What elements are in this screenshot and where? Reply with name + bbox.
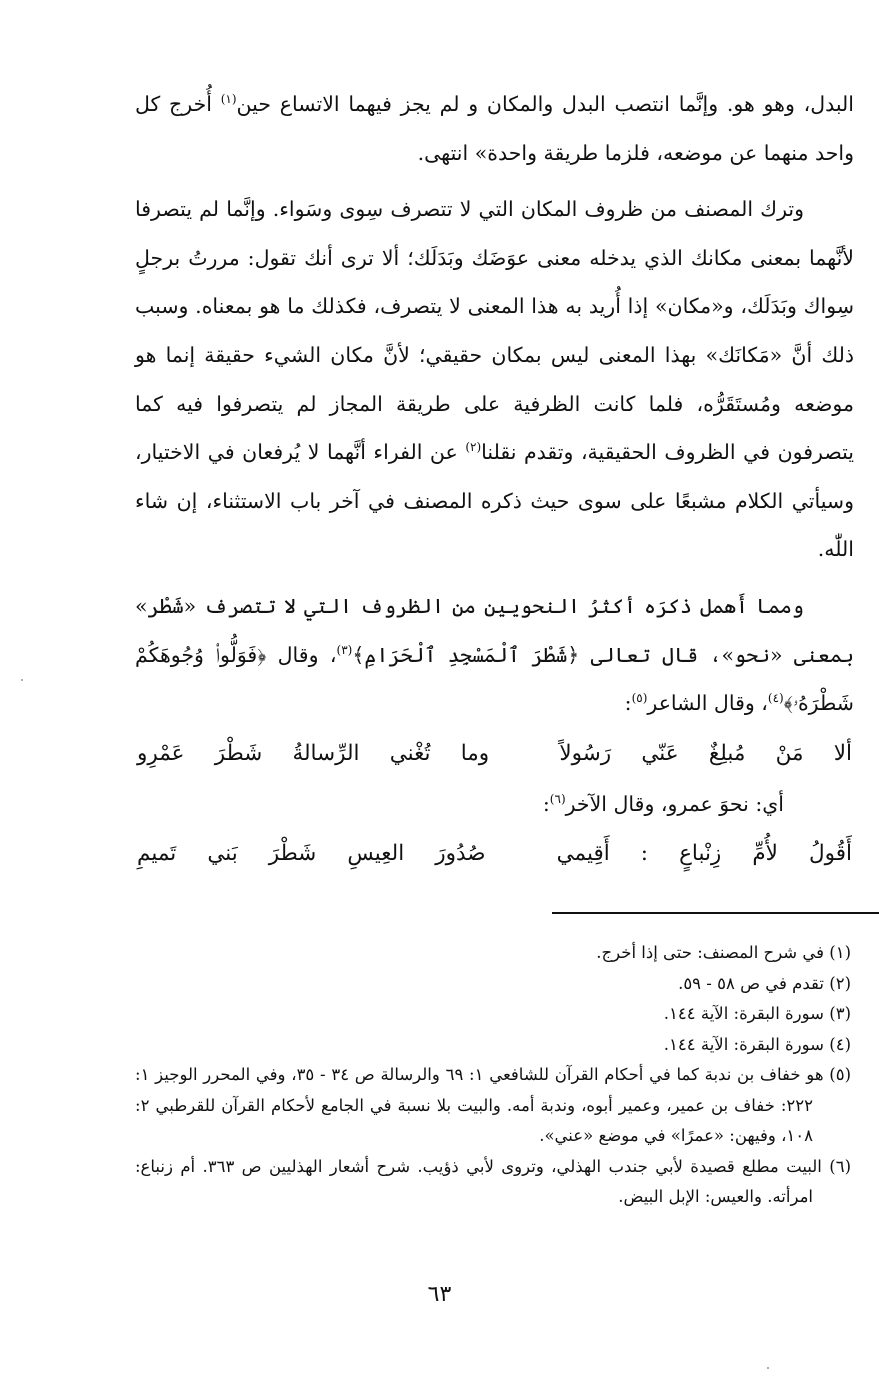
- paragraph-3-text: ومما أَهمل ذكرَه أكثرُ النحويين من الظروف التي لا تتصرف «شَطْر» بمعنى «نحو»، قال تعالى ﴿شَطْرَ ٱلْمَسْجِدِ ٱلْحَرَامِ﴾: [135, 593, 854, 667]
- verse-word: ألا: [833, 740, 852, 766]
- verse-word: صُدُورَ: [435, 841, 486, 867]
- verse-2: [135, 828, 854, 880]
- verse-word: أَقُولُ: [809, 841, 852, 867]
- verse-1-explanation-end: :: [542, 791, 550, 816]
- footnote-5: (٥) هو خفاف بن ندبة كما في أحكام القرآن للشافعي ١: ٦٩ والرسالة ص ٣٤ - ٣٥، وفي المحرر الوجيز ١: ٢٢٢: خفاف بن عمير، وعمير أبوه، وندبة أمه. والبيت بلا نسبة في الجامع لأحكام القرآن للقرطبي ٢: ١٠٨، وفيهن: «عمرًا» في موضع «عني».: [135, 1065, 851, 1145]
- footnote-ref-3[interactable]: (٣): [336, 642, 353, 657]
- verse-1-explanation: [135, 780, 854, 829]
- paragraph-2-text: وترك المصنف من ظروف المكان التي لا تتصرف سِوى وسَواء. وإنَّما لم يتصرفا لأنَّهما بمعنى مكانك الذي يدخله معنى عوَضَك وبَدَلَك؛ ألا ترى أنك تقول: مررتُ برجلٍ سِواك وبَدَلَك، و«مكان» إذا أُريد به هذا المعنى لا يتصرف، فكذلك ما هو بمعناه. وسبب ذلك أنَّ «مَكانَك» بهذا المعنى ليس بمكان حقيقي؛ لأنَّ مكان الشيء حقيقة إنما هو موضعه ومُستَقَرُّه، فلما كانت الظرفية على طريقة المجاز لم يتصرفوا فيه كما يتصرفون في الظروف الحقيقية، وتقدم نقلنا: [135, 197, 854, 465]
- page-number: ٦٣: [427, 1282, 452, 1307]
- paragraph-2: [135, 185, 854, 574]
- paragraph-3: [135, 582, 854, 728]
- paragraph-1: [135, 80, 854, 177]
- paragraph-3-text-b: ، وقال ﴿فَوَلُّوا۟ وُجُوهَكُمْ شَطْرَهُۥ﴾: [135, 642, 854, 716]
- verse-word: مُبلِغٌ: [708, 740, 746, 766]
- footnote-ref-2[interactable]: (٢): [465, 440, 482, 455]
- paragraph-1-text-end: أُخرج كل واحد منهما عن موضعه، فلزما طريقة واحدة» انتهى.: [135, 92, 854, 165]
- footnote-ref-4[interactable]: (٤): [767, 691, 784, 706]
- verse-word: تُغْني: [389, 740, 431, 766]
- verse-1: [135, 728, 854, 780]
- footnote-divider: [552, 912, 879, 914]
- main-text: [135, 80, 854, 880]
- footnote-1: (١) في شرح المصنف: حتى إذا أخرج.: [596, 943, 851, 962]
- verse-word: زِنْباعٍ: [679, 841, 722, 867]
- footnote-3: (٣) سورة البقرة: الآية ١٤٤.: [663, 1004, 851, 1023]
- verse-word: الرِّسالةُ: [292, 740, 360, 766]
- paragraph-1-text: البدل، وهو هو. وإنَّما انتصب البدل والمكان و لم يجز فيهما الاتساع حين: [236, 92, 854, 116]
- paragraph-3-text-d: :: [624, 691, 632, 716]
- paragraph-2-text-end: عن الفراء أنَّهما لا يُرفعان في الاختيار، وسيأتي الكلام مشبعًا على سوى حيث ذكره المصنف في آخر باب الاستثناء، إن شاء اللّٰه.: [135, 440, 854, 562]
- footnote-ref-6[interactable]: (٦): [549, 791, 566, 806]
- verse-word: وما: [460, 740, 490, 766]
- footnote-ref-1[interactable]: (١): [220, 92, 237, 107]
- verse-word: أَقِيمي: [556, 841, 610, 867]
- paragraph-3-text-c: ، وقال الشاعر: [647, 691, 768, 716]
- verse-word: رَسُولاً: [559, 740, 612, 766]
- footnote-6: (٦) البيت مطلع قصيدة لأبي جندب الهذلي، وتروى لأبي ذؤيب. شرح أشعار الهذليين ص ٣٦٣. أم زنباع: امرأته. والعيس: الإبل البيض.: [135, 1156, 851, 1206]
- scan-speck: [767, 1367, 769, 1369]
- verse-word: لأُمِّ: [752, 841, 778, 867]
- verse-word: عَنّي: [641, 740, 679, 766]
- footnote-ref-5[interactable]: (٥): [631, 691, 648, 706]
- footnote-2: (٢) تقدم في ص ٥٨ - ٥٩.: [678, 973, 851, 993]
- verse-word: شَطْرَ: [268, 841, 317, 867]
- verse-1-explanation-text: أي: نحوَ عمرو، وقال الآخر: [565, 791, 784, 816]
- verse-word: شَطْرَ: [214, 740, 263, 766]
- verse-word: بَني: [207, 841, 238, 867]
- verse-word: عَمْرِو: [137, 740, 185, 766]
- verse-word: مَنْ: [775, 740, 804, 766]
- footnotes: [135, 938, 851, 1213]
- verse-word: العِيسِ: [347, 841, 405, 867]
- scan-speck: [21, 679, 23, 681]
- verse-word: :: [640, 841, 649, 867]
- verse-word: تَميمِ: [137, 841, 177, 867]
- footnote-4: (٤) سورة البقرة: الآية ١٤٤.: [663, 1034, 851, 1054]
